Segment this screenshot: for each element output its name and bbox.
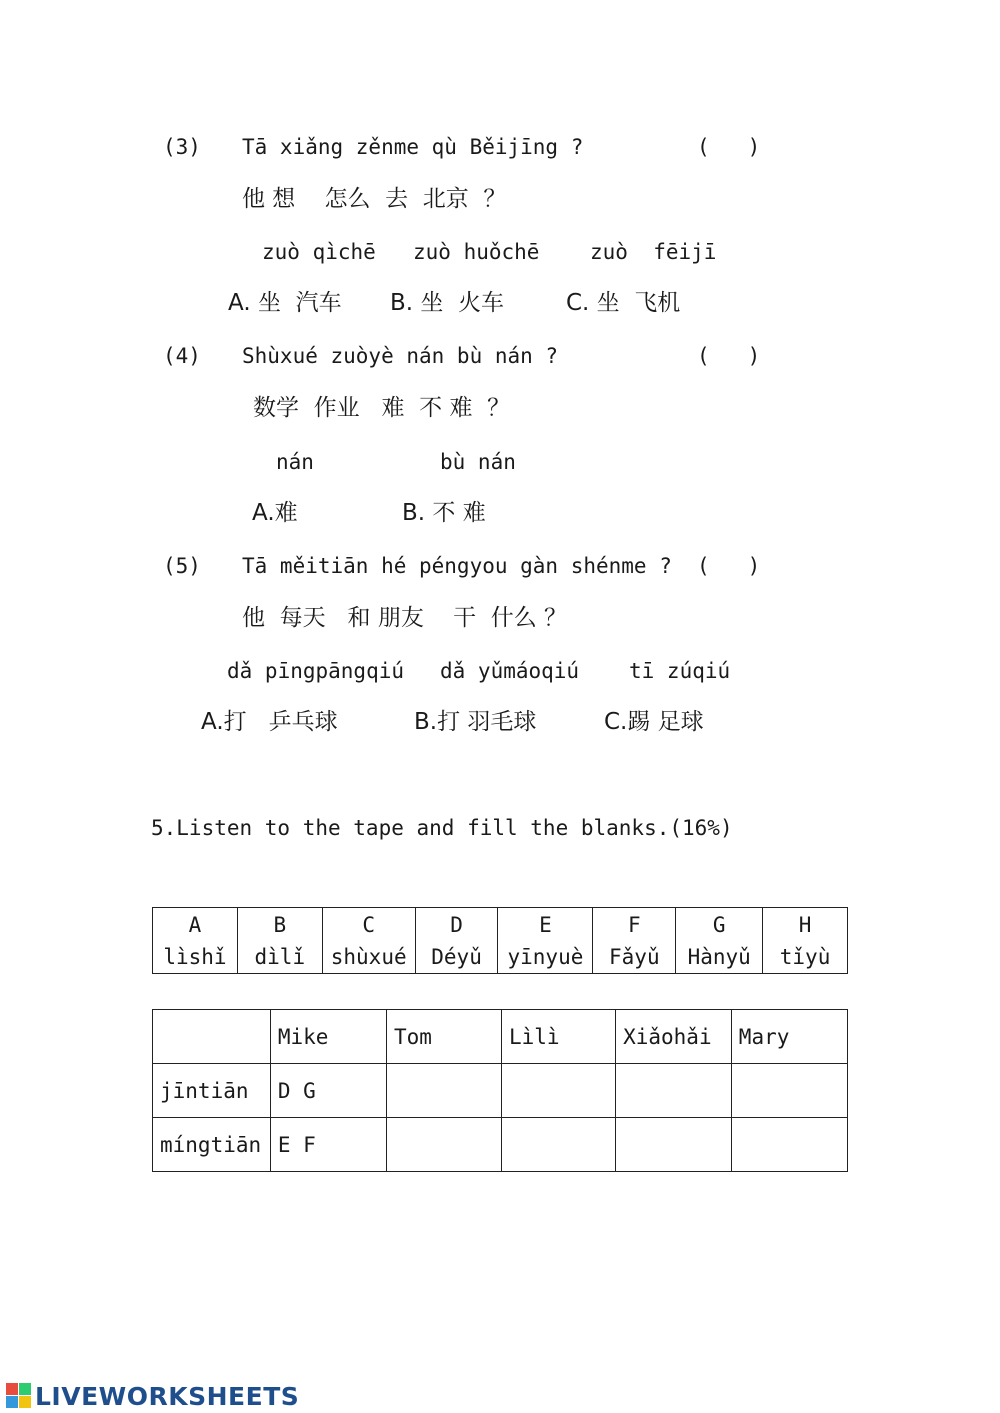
option-b-pinyin: zuò huǒchē — [413, 240, 540, 264]
answer-cell[interactable] — [731, 1118, 847, 1172]
option-c-pinyin: tī zúqiú — [629, 659, 731, 683]
code-letter: C — [362, 912, 375, 937]
option-a-chinese: A. 坐 汽车 — [228, 290, 342, 316]
code-letter: B — [273, 912, 287, 937]
code-letter: D — [450, 912, 463, 937]
option-a-pinyin: zuò qìchē — [262, 240, 376, 264]
question-chinese: 他 想 怎么 去 北京 ？ — [242, 186, 507, 212]
option-b-pinyin: dǎ yǔmáoqiú — [440, 659, 580, 683]
answer-cell[interactable] — [616, 1064, 732, 1118]
option-c-chinese: C.踢 足球 — [604, 709, 704, 735]
answer-cell[interactable] — [501, 1118, 615, 1172]
code-cell — [322, 908, 415, 974]
option-b-chinese: B. 坐 火车 — [390, 290, 505, 316]
code-cell — [676, 908, 763, 974]
header-cell-mike: Mike — [270, 1010, 386, 1064]
code-letter: A — [188, 912, 202, 937]
question-chinese: 数学 作业 难 不 难 ？ — [253, 395, 511, 421]
answer-cell[interactable] — [731, 1064, 847, 1118]
option-a-chinese: A.打 乒乓球 — [201, 709, 338, 735]
option-a-pinyin: dǎ pīngpāngqiú — [227, 659, 405, 683]
answer-cell[interactable] — [386, 1064, 501, 1118]
subject-code-table — [152, 907, 848, 974]
question-number: (3) — [163, 135, 201, 159]
code-word: tǐyù — [779, 944, 831, 969]
code-letter: G — [712, 912, 726, 937]
code-cell — [153, 908, 238, 974]
code-word: yīnyuè — [507, 944, 584, 969]
answer-blank[interactable]: ( ) — [697, 344, 761, 368]
header-cell-mary: Mary — [731, 1010, 847, 1064]
answer-blank[interactable]: ( ) — [697, 554, 761, 578]
code-letter: F — [627, 912, 641, 937]
table-row — [153, 1118, 848, 1172]
liveworksheets-logo[interactable] — [6, 1381, 299, 1411]
question-pinyin: Tā xiǎng zěnme qù Běijīng ? — [242, 135, 584, 159]
answer-cell[interactable] — [501, 1064, 615, 1118]
answer-cell[interactable] — [386, 1118, 501, 1172]
code-word: Déyǔ — [431, 944, 482, 969]
code-letter: H — [798, 912, 812, 937]
liveworksheets-logo-icon — [6, 1383, 32, 1409]
option-c-chinese: C. 坐 飞机 — [566, 290, 681, 316]
header-cell — [153, 1010, 271, 1064]
question-pinyin: Shùxué zuòyè nán bù nán ? — [242, 344, 559, 368]
option-b-chinese: B. 不 难 — [402, 500, 486, 526]
code-cell — [415, 908, 498, 974]
table-row — [153, 1064, 848, 1118]
option-a-chinese: A.难 — [252, 500, 298, 526]
answer-cell[interactable]: D G — [270, 1064, 386, 1118]
header-cell-tom: Tom — [386, 1010, 501, 1064]
option-a-pinyin: nán — [276, 450, 314, 474]
answer-cell[interactable] — [616, 1118, 732, 1172]
question-number: (5) — [163, 554, 201, 578]
header-cell-xiaohai: Xiǎohǎi — [616, 1010, 732, 1064]
row-label: jīntiān — [153, 1064, 271, 1118]
code-cell — [498, 908, 593, 974]
option-b-pinyin: bù nán — [440, 450, 516, 474]
code-cell — [593, 908, 676, 974]
code-word: Fǎyǔ — [609, 944, 660, 969]
option-b-chinese: B.打 羽毛球 — [414, 709, 537, 735]
table-header-row — [153, 1010, 848, 1064]
code-letter: E — [539, 912, 552, 937]
answer-cell[interactable]: E F — [270, 1118, 386, 1172]
schedule-table — [152, 1009, 848, 1172]
code-word: Hànyǔ — [687, 944, 751, 969]
logo-text: LIVEWORKSHEETS — [35, 1381, 300, 1411]
header-cell-lili: Lìlì — [501, 1010, 615, 1064]
code-cell — [237, 908, 322, 974]
answer-blank[interactable]: ( ) — [697, 135, 761, 159]
code-cell — [763, 908, 848, 974]
section-heading: 5.Listen to the tape and fill the blanks.(16%) — [151, 816, 733, 840]
code-word: shùxué — [330, 944, 407, 969]
question-pinyin: Tā měitiān hé péngyou gàn shénme ? — [242, 554, 672, 578]
option-c-pinyin: zuò fēijī — [590, 240, 717, 264]
code-word: lìshǐ — [163, 944, 227, 969]
question-number: (4) — [163, 344, 201, 368]
table-row — [153, 908, 848, 974]
question-chinese: 他 每天 和 朋友 干 什么 ？ — [242, 605, 568, 631]
row-label: míngtiān — [153, 1118, 271, 1172]
code-word: dìlǐ — [254, 944, 306, 969]
